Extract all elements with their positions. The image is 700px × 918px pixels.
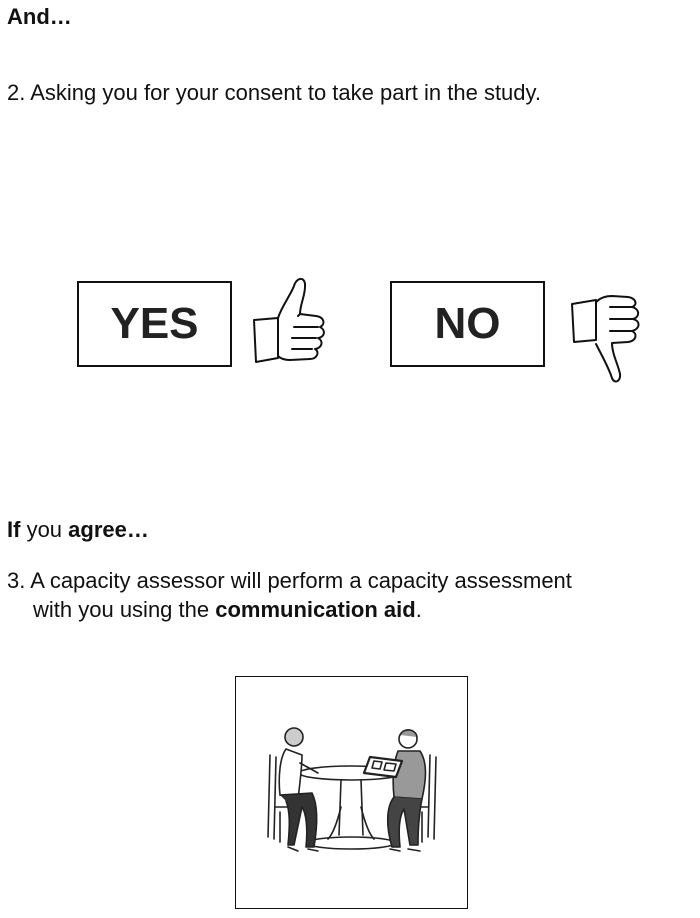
no-label: NO	[434, 299, 501, 348]
communication-aid-text: communication aid	[215, 597, 416, 622]
thumbs-up-icon	[250, 272, 330, 372]
step-2-text: 2. Asking you for your consent to take part in the study.	[7, 80, 542, 105]
step-3-line-1: 3. A capacity assessor will perform a capacity assessment	[7, 568, 572, 593]
step-3-line-2-pre: with you using the	[33, 597, 216, 622]
agree-line	[7, 517, 149, 543]
you-text: you	[20, 517, 69, 542]
yes-box	[77, 281, 232, 367]
section-heading: And…	[7, 4, 72, 29]
thumbs-down-icon	[566, 290, 648, 390]
step-3-line-2-post: .	[415, 597, 422, 622]
no-box	[390, 281, 545, 367]
step-3-line-2	[7, 595, 697, 624]
step-3-text	[7, 566, 697, 624]
illustration-frame	[235, 676, 468, 909]
yes-label: YES	[110, 299, 199, 348]
agree-text: agree…	[68, 517, 149, 542]
if-text: If	[7, 517, 21, 542]
assessment-meeting-illustration	[236, 677, 466, 907]
